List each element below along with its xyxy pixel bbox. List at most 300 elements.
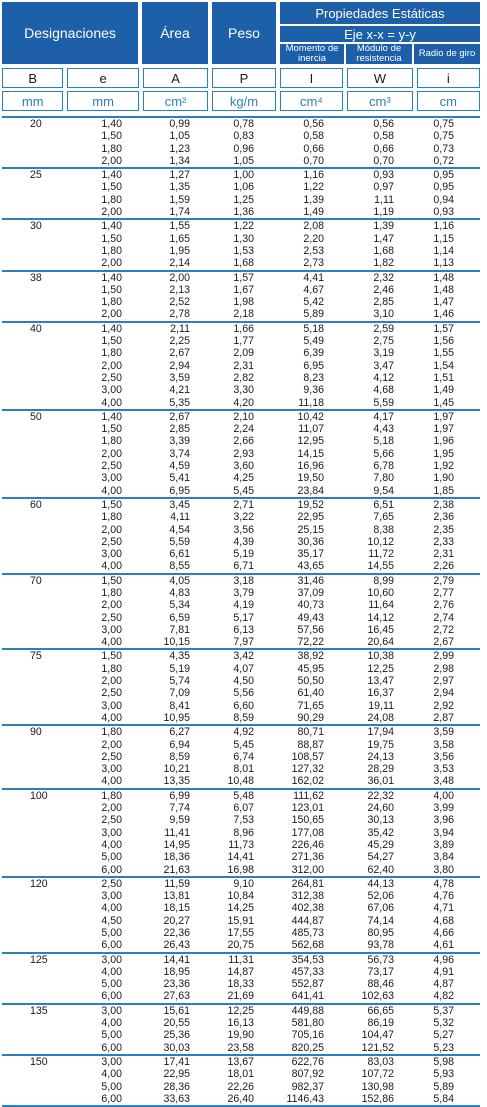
cell-value: 7,80 bbox=[373, 472, 394, 485]
cell-value: 3,39 bbox=[169, 435, 190, 448]
cell-value: 16,37 bbox=[367, 687, 394, 700]
cell-b: 40 bbox=[30, 322, 42, 335]
cell-value: 1,92 bbox=[433, 460, 454, 473]
cell-value: 11,64 bbox=[368, 599, 394, 612]
cell-value: 1,50 bbox=[101, 498, 122, 511]
cell-value: 2,76 bbox=[433, 599, 454, 612]
cell-value: 2,52 bbox=[169, 296, 190, 309]
cell-value: 1,66 bbox=[233, 322, 254, 335]
cell-value: 10,48 bbox=[227, 775, 254, 788]
size-group bbox=[2, 497, 480, 573]
cell-value: 14,41 bbox=[227, 851, 254, 864]
cell-b bbox=[2, 712, 64, 724]
cell-value: 1,53 bbox=[233, 244, 254, 257]
cell-value: 1,80 bbox=[101, 244, 122, 257]
cell-value: 1,48 bbox=[433, 271, 454, 284]
cell-value: 86,19 bbox=[367, 1017, 394, 1030]
cell-value: 6,51 bbox=[373, 498, 394, 511]
cell-value: 1,13 bbox=[433, 257, 454, 270]
cell-value: 177,08 bbox=[291, 826, 324, 839]
cell-value: 35,42 bbox=[367, 826, 394, 839]
cell-b bbox=[2, 384, 64, 396]
table-row bbox=[2, 1093, 480, 1105]
header-modulo: Módulo de resistencia bbox=[346, 44, 412, 64]
cell-value: 12,25 bbox=[367, 662, 394, 675]
cell-value: 5,00 bbox=[101, 978, 122, 991]
cell-value: 3,10 bbox=[373, 308, 394, 321]
cell-value: 7,81 bbox=[169, 623, 190, 636]
cell-value: 20,75 bbox=[227, 939, 254, 952]
cell-value: 4,50 bbox=[101, 914, 122, 927]
table-row bbox=[2, 536, 480, 548]
cell-b bbox=[2, 1093, 64, 1105]
cell-value: 0,56 bbox=[303, 118, 324, 130]
cell-b bbox=[2, 1017, 64, 1029]
cell-value: 2,00 bbox=[101, 154, 122, 167]
cell-value: 1,23 bbox=[169, 142, 190, 155]
cell-value: 4,00 bbox=[101, 902, 122, 915]
cell-value: 2,53 bbox=[303, 244, 324, 257]
cell-value: 16,45 bbox=[367, 623, 394, 636]
table-row bbox=[2, 864, 480, 876]
cell-value: 2,59 bbox=[373, 322, 394, 335]
cell-value: 1,48 bbox=[433, 283, 454, 296]
cell-value: 27,63 bbox=[163, 990, 190, 1003]
cell-value: 1,50 bbox=[101, 181, 122, 194]
cell-b bbox=[2, 181, 64, 193]
cell-value: 5,00 bbox=[101, 1029, 122, 1042]
cell-value: 2,24 bbox=[233, 423, 254, 436]
table-row bbox=[2, 284, 480, 296]
cell-value: 4,78 bbox=[433, 877, 454, 890]
cell-value: 88,87 bbox=[297, 738, 324, 751]
table-row bbox=[2, 612, 480, 624]
cell-value: 2,75 bbox=[373, 335, 394, 348]
cell-value: 1146,43 bbox=[286, 1092, 324, 1105]
size-group bbox=[2, 167, 480, 218]
cell-value: 2,85 bbox=[373, 296, 394, 309]
cell-value: 2,09 bbox=[233, 347, 254, 360]
cell-value: 6,95 bbox=[303, 359, 324, 372]
cell-value: 3,00 bbox=[101, 890, 122, 903]
header-momento: Momento de inercia bbox=[280, 44, 344, 64]
cell-value: 4,96 bbox=[433, 953, 454, 966]
cell-value: 4,00 bbox=[101, 484, 122, 497]
cell-value: 24,60 bbox=[367, 802, 394, 815]
cell-b bbox=[2, 827, 64, 839]
cell-b bbox=[2, 524, 64, 536]
cell-value: 0,56 bbox=[373, 118, 394, 130]
table-row bbox=[2, 1029, 480, 1041]
cell-value: 1,50 bbox=[101, 574, 122, 587]
cell-value: 1,80 bbox=[101, 586, 122, 599]
cell-value: 1,11 bbox=[374, 193, 394, 206]
cell-value: 11,59 bbox=[164, 877, 190, 890]
cell-value: 9,59 bbox=[169, 814, 190, 827]
cell-value: 2,72 bbox=[433, 623, 454, 636]
cell-value: 3,22 bbox=[233, 511, 254, 524]
cell-value: 33,63 bbox=[163, 1092, 190, 1105]
cell-value: 111,62 bbox=[293, 789, 324, 802]
cell-b bbox=[2, 966, 64, 978]
cell-value: 1,36 bbox=[233, 206, 254, 219]
cell-value: 2,50 bbox=[101, 814, 122, 827]
size-group bbox=[2, 573, 480, 649]
table-row bbox=[2, 485, 480, 497]
cell-value: 74,14 bbox=[367, 914, 394, 927]
cell-value: 1,19 bbox=[373, 206, 394, 219]
cell-value: 45,95 bbox=[297, 662, 324, 675]
table-row bbox=[2, 423, 480, 435]
cell-value: 4,39 bbox=[233, 535, 254, 548]
cell-value: 1,40 bbox=[101, 118, 122, 130]
cell-b: 20 bbox=[30, 118, 42, 130]
cell-value: 162,02 bbox=[291, 775, 324, 788]
cell-value: 1,40 bbox=[101, 169, 122, 182]
cell-value: 8,59 bbox=[169, 750, 190, 763]
cell-value: 57,56 bbox=[297, 623, 324, 636]
cell-b: 120 bbox=[30, 877, 48, 890]
cell-b bbox=[2, 612, 64, 624]
cell-value: 150,65 bbox=[291, 814, 324, 827]
cell-value: 1,80 bbox=[101, 296, 122, 309]
cell-value: 705,16 bbox=[291, 1029, 324, 1042]
table-row bbox=[2, 827, 480, 839]
cell-value: 10,84 bbox=[227, 890, 254, 903]
cell-value: 1,98 bbox=[233, 296, 254, 309]
cell-value: 6,99 bbox=[169, 789, 190, 802]
cell-value: 4,68 bbox=[433, 914, 454, 927]
cell-value: 1,65 bbox=[169, 232, 190, 245]
cell-value: 4,25 bbox=[233, 472, 254, 485]
size-group bbox=[2, 218, 480, 269]
cell-value: 2,00 bbox=[101, 802, 122, 815]
cell-value: 4,00 bbox=[101, 1068, 122, 1081]
cell-value: 5,41 bbox=[169, 472, 190, 485]
table-row bbox=[2, 851, 480, 863]
cell-value: 312,00 bbox=[291, 863, 324, 876]
cell-value: 2,66 bbox=[233, 435, 254, 448]
cell-value: 12,95 bbox=[297, 435, 324, 448]
cell-value: 38,92 bbox=[297, 650, 324, 663]
cell-value: 2,71 bbox=[233, 498, 254, 511]
cell-value: 3,45 bbox=[169, 498, 190, 511]
table-row bbox=[2, 1017, 480, 1029]
table-row bbox=[2, 663, 480, 675]
table-row bbox=[2, 435, 480, 447]
table-row bbox=[2, 1005, 480, 1017]
cell-value: 66,65 bbox=[367, 1004, 394, 1017]
cell-b bbox=[2, 423, 64, 435]
cell-value: 4,43 bbox=[373, 423, 394, 436]
cell-value: 0,94 bbox=[433, 193, 454, 206]
cell-value: 90,29 bbox=[297, 711, 324, 724]
cell-value: 16,96 bbox=[297, 460, 324, 473]
cell-value: 1,80 bbox=[101, 789, 122, 802]
size-group bbox=[2, 788, 480, 876]
header-area: Área bbox=[142, 2, 208, 64]
cell-b bbox=[2, 143, 64, 155]
symbol-cell: i bbox=[417, 68, 480, 88]
table-row bbox=[2, 599, 480, 611]
cell-value: 54,27 bbox=[367, 851, 394, 864]
header-eje: Eje x-x = y-y bbox=[280, 26, 480, 42]
cell-value: 8,23 bbox=[303, 371, 324, 384]
table-row bbox=[2, 712, 480, 724]
cell-value: 4,19 bbox=[233, 599, 254, 612]
cell-value: 11,73 bbox=[228, 838, 254, 851]
cell-value: 3,79 bbox=[233, 586, 254, 599]
cell-value: 1,27 bbox=[169, 169, 190, 182]
cell-b bbox=[2, 548, 64, 560]
cell-b: 25 bbox=[30, 169, 42, 182]
cell-value: 3,53 bbox=[433, 763, 454, 776]
cell-value: 0,97 bbox=[373, 181, 394, 194]
cell-value: 1,59 bbox=[169, 193, 190, 206]
cell-value: 2,31 bbox=[233, 359, 254, 372]
cell-value: 5,34 bbox=[169, 599, 190, 612]
cell-value: 1,49 bbox=[303, 206, 324, 219]
cell-value: 19,52 bbox=[297, 498, 324, 511]
cell-value: 2,50 bbox=[101, 611, 122, 624]
cell-value: 1,30 bbox=[233, 232, 254, 245]
unit-cell: cm² bbox=[143, 91, 208, 111]
cell-value: 1,95 bbox=[169, 244, 190, 257]
cell-value: 4,87 bbox=[433, 978, 454, 991]
cell-value: 3,00 bbox=[101, 1055, 122, 1068]
cell-value: 24,13 bbox=[367, 750, 394, 763]
cell-b bbox=[2, 775, 64, 787]
cell-b bbox=[2, 372, 64, 384]
cell-value: 622,76 bbox=[291, 1055, 324, 1068]
cell-value: 4,67 bbox=[303, 283, 324, 296]
cell-value: 6,95 bbox=[169, 484, 190, 497]
table-row bbox=[2, 460, 480, 472]
cell-value: 6,07 bbox=[233, 802, 254, 815]
cell-value: 820,25 bbox=[291, 1041, 324, 1054]
cell-b bbox=[2, 839, 64, 851]
unit-cell: cm bbox=[417, 91, 480, 111]
cell-value: 0,58 bbox=[373, 130, 394, 143]
cell-value: 21,69 bbox=[227, 990, 254, 1003]
cell-value: 2,77 bbox=[433, 586, 454, 599]
cell-b bbox=[2, 335, 64, 347]
cell-value: 2,78 bbox=[169, 308, 190, 321]
size-group bbox=[2, 648, 480, 724]
cell-value: 2,98 bbox=[433, 662, 454, 675]
cell-value: 1,82 bbox=[373, 257, 394, 270]
cell-b: 75 bbox=[30, 650, 42, 663]
symbol-cell: W bbox=[347, 68, 412, 88]
cell-value: 152,86 bbox=[361, 1092, 394, 1105]
cell-value: 0,75 bbox=[433, 130, 454, 143]
cell-value: 17,41 bbox=[163, 1055, 190, 1068]
size-group bbox=[2, 724, 480, 787]
cell-value: 312,38 bbox=[291, 890, 324, 903]
cell-value: 0,66 bbox=[373, 142, 394, 155]
cell-value: 5,56 bbox=[233, 687, 254, 700]
cell-value: 5,84 bbox=[433, 1092, 454, 1105]
table-row bbox=[2, 790, 480, 802]
table-row bbox=[2, 499, 480, 511]
cell-value: 15,61 bbox=[163, 1004, 190, 1017]
table-row bbox=[2, 397, 480, 409]
header-propiedades: Propiedades Estáticas bbox=[280, 2, 480, 24]
cell-b: 70 bbox=[30, 574, 42, 587]
cell-value: 3,56 bbox=[433, 750, 454, 763]
cell-value: 1,00 bbox=[233, 169, 254, 182]
cell-value: 4,20 bbox=[233, 396, 254, 409]
size-group bbox=[2, 270, 480, 321]
cell-value: 2,50 bbox=[101, 371, 122, 384]
cell-value: 5,49 bbox=[303, 335, 324, 348]
table-row bbox=[2, 739, 480, 751]
table-row bbox=[2, 233, 480, 245]
cell-value: 5,27 bbox=[433, 1029, 454, 1042]
cell-b bbox=[2, 360, 64, 372]
cell-value: 1,16 bbox=[303, 169, 324, 182]
cell-value: 30,36 bbox=[297, 535, 324, 548]
cell-value: 8,41 bbox=[169, 699, 190, 712]
cell-value: 5,19 bbox=[169, 662, 190, 675]
cell-value: 1,50 bbox=[101, 130, 122, 143]
cell-value: 4,05 bbox=[169, 574, 190, 587]
cell-value: 3,00 bbox=[101, 1004, 122, 1017]
cell-value: 2,31 bbox=[433, 548, 454, 561]
cell-value: 20,55 bbox=[163, 1017, 190, 1030]
cell-value: 4,50 bbox=[233, 675, 254, 688]
cell-value: 2,00 bbox=[169, 271, 190, 284]
cell-value: 9,54 bbox=[373, 484, 394, 497]
cell-value: 10,12 bbox=[367, 535, 394, 548]
cell-value: 6,74 bbox=[233, 750, 254, 763]
cell-value: 93,78 bbox=[367, 939, 394, 952]
cell-value: 2,11 bbox=[170, 322, 190, 335]
cell-value: 3,60 bbox=[233, 460, 254, 473]
cell-value: 3,30 bbox=[233, 384, 254, 397]
cell-value: 5,32 bbox=[433, 1017, 454, 1030]
cell-value: 2,50 bbox=[101, 535, 122, 548]
cell-value: 3,00 bbox=[101, 826, 122, 839]
cell-value: 1,90 bbox=[433, 472, 454, 485]
cell-value: 8,59 bbox=[233, 711, 254, 724]
cell-value: 1,54 bbox=[433, 359, 454, 372]
cell-value: 3,99 bbox=[433, 802, 454, 815]
cell-value: 83,03 bbox=[367, 1055, 394, 1068]
table-row bbox=[2, 372, 480, 384]
cell-b bbox=[2, 448, 64, 460]
cell-b: 125 bbox=[30, 953, 48, 966]
table-row bbox=[2, 308, 480, 320]
cell-value: 5,19 bbox=[233, 548, 254, 561]
table-row bbox=[2, 890, 480, 902]
table-row bbox=[2, 954, 480, 966]
size-group bbox=[2, 409, 480, 497]
table-row bbox=[2, 751, 480, 763]
cell-value: 2,00 bbox=[101, 447, 122, 460]
cell-value: 3,00 bbox=[101, 384, 122, 397]
cell-value: 6,00 bbox=[101, 939, 122, 952]
cell-value: 1,55 bbox=[433, 347, 454, 360]
cell-value: 4,11 bbox=[170, 511, 190, 524]
cell-value: 264,81 bbox=[291, 877, 324, 890]
cell-b bbox=[2, 536, 64, 548]
cell-value: 5,18 bbox=[373, 435, 394, 448]
cell-value: 108,57 bbox=[291, 750, 324, 763]
table-row bbox=[2, 206, 480, 218]
cell-value: 1,49 bbox=[433, 384, 454, 397]
cell-value: 5,00 bbox=[101, 927, 122, 939]
cell-value: 2,67 bbox=[169, 410, 190, 423]
table-row bbox=[2, 472, 480, 484]
cell-value: 1,77 bbox=[233, 335, 254, 348]
cell-value: 23,58 bbox=[227, 1041, 254, 1054]
cell-b: 60 bbox=[30, 498, 42, 511]
cell-value: 4,41 bbox=[303, 271, 324, 284]
cell-value: 1,39 bbox=[373, 220, 394, 233]
cell-value: 24,08 bbox=[367, 711, 394, 724]
cell-value: 552,87 bbox=[291, 978, 324, 991]
cell-value: 3,19 bbox=[373, 347, 394, 360]
cell-value: 444,87 bbox=[291, 914, 324, 927]
cell-b bbox=[2, 751, 64, 763]
cell-value: 18,15 bbox=[163, 902, 190, 915]
cell-b bbox=[2, 257, 64, 269]
cell-value: 3,00 bbox=[101, 953, 122, 966]
cell-value: 44,13 bbox=[367, 877, 394, 890]
table-row bbox=[2, 360, 480, 372]
cell-value: 0,99 bbox=[169, 118, 190, 130]
cell-value: 2,87 bbox=[433, 711, 454, 724]
cell-value: 3,18 bbox=[233, 574, 254, 587]
table-row bbox=[2, 118, 480, 130]
cell-value: 5,74 bbox=[169, 675, 190, 688]
cell-value: 4,07 bbox=[233, 662, 254, 675]
cell-b bbox=[2, 233, 64, 245]
cell-value: 5,37 bbox=[433, 1004, 454, 1017]
cell-value: 8,55 bbox=[169, 560, 190, 573]
cell-value: 9,10 bbox=[233, 877, 254, 890]
symbol-cell: e bbox=[67, 68, 138, 88]
cell-b bbox=[2, 902, 64, 914]
cell-value: 18,36 bbox=[163, 851, 190, 864]
cell-b bbox=[2, 687, 64, 699]
cell-value: 72,22 bbox=[297, 636, 324, 649]
cell-value: 2,00 bbox=[101, 359, 122, 372]
table-row bbox=[2, 143, 480, 155]
cell-value: 18,01 bbox=[227, 1068, 254, 1081]
cell-b bbox=[2, 599, 64, 611]
cell-value: 3,96 bbox=[433, 814, 454, 827]
cell-b: 38 bbox=[30, 271, 42, 284]
cell-value: 61,40 bbox=[297, 687, 324, 700]
cell-value: 73,17 bbox=[367, 965, 394, 978]
cell-value: 22,32 bbox=[367, 789, 394, 802]
unit-cell: cm⁴ bbox=[280, 91, 343, 111]
cell-value: 7,74 bbox=[169, 802, 190, 815]
cell-value: 2,35 bbox=[433, 523, 454, 536]
cell-b bbox=[2, 927, 64, 939]
cell-value: 6,27 bbox=[169, 726, 190, 739]
cell-value: 6,60 bbox=[233, 699, 254, 712]
table-row bbox=[2, 220, 480, 232]
cell-value: 0,58 bbox=[303, 130, 324, 143]
cell-b bbox=[2, 663, 64, 675]
cell-value: 1,50 bbox=[101, 283, 122, 296]
cell-value: 4,83 bbox=[169, 586, 190, 599]
cell-value: 4,00 bbox=[101, 838, 122, 851]
cell-value: 11,31 bbox=[228, 953, 254, 966]
